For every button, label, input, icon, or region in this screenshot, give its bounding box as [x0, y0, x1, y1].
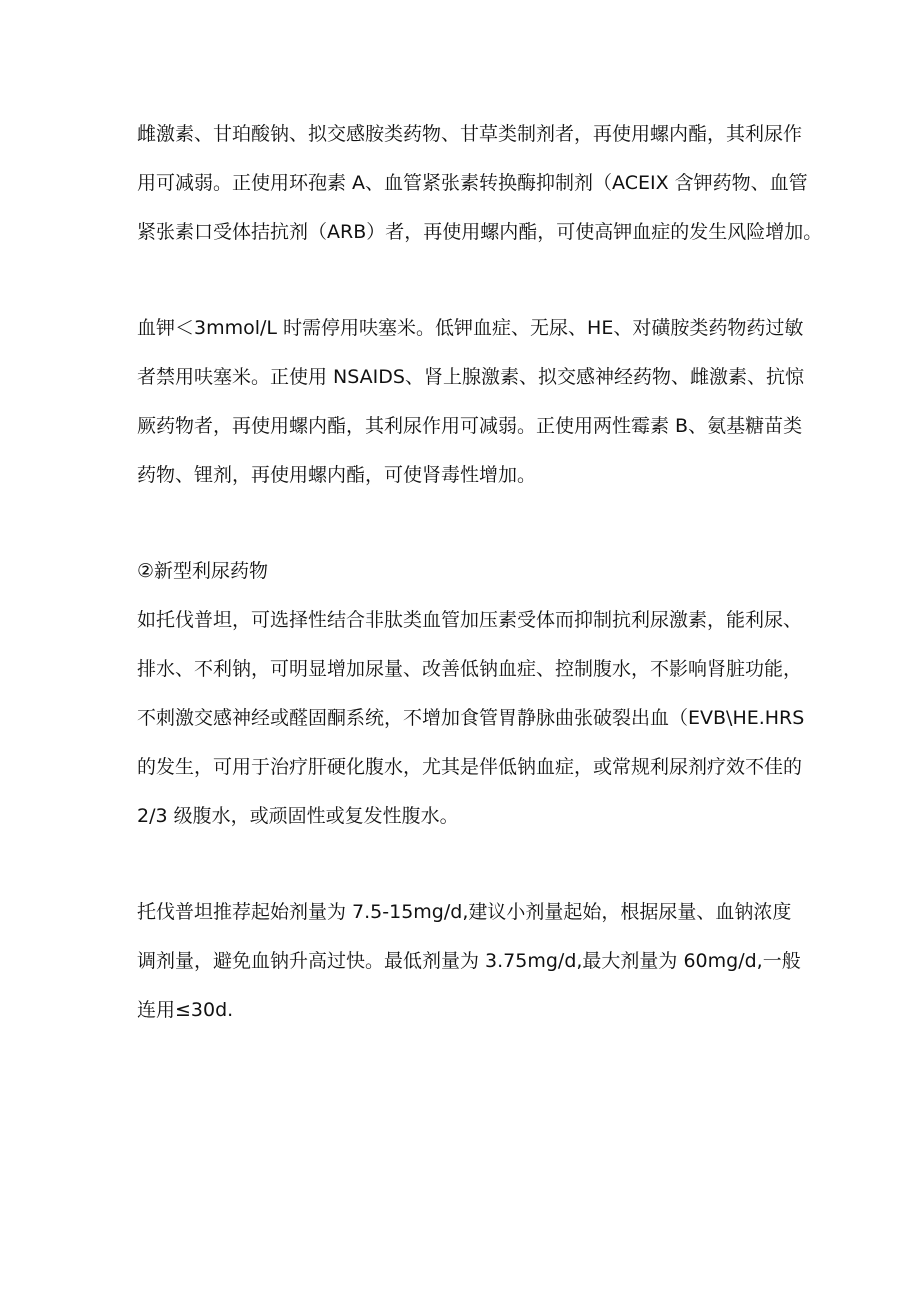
paragraph-3-line-3: 不刺激交感神经或醛固酮系统，不增加食管胃静脉曲张破裂出血（EVB\HE.HRS: [137, 707, 805, 729]
paragraph-1-line-3: 紧张素口受体拮抗剂（ARB）者，再使用螺内酯，可使高钾血症的发生风险增加。: [137, 221, 823, 243]
paragraph-3-line-1: 如托伐普坦，可选择性结合非肽类血管加压素受体而抑制抗利尿激素，能利尿、: [137, 609, 803, 631]
paragraph-4-line-2: 调剂量，避免血钠升高过快。最低剂量为 3.75mg∕d,最大剂量为 60mg∕d,一般: [137, 950, 801, 972]
paragraph-2-line-2: 者禁用呋塞米。正使用 NSAIDS、肾上腺激素、拟交感神经药物、雌激素、抗惊: [137, 366, 804, 388]
paragraph-1-line-2: 用可减弱。正使用环孢素 A、血管紧张素转换酶抑制剂（ACEIX 含钾药物、血管: [137, 172, 808, 194]
paragraph-2-line-1: 血钾＜3mmol∕L 时需停用呋塞米。低钾血症、无尿、HE、对磺胺类药物药过敏: [137, 317, 804, 339]
section-heading-new-diuretics: ②新型利尿药物: [137, 560, 269, 582]
paragraph-3-line-4: 的发生，可用于治疗肝硬化腹水，尤其是伴低钠血症，或常规利尿剂疗效不佳的: [137, 756, 803, 778]
paragraph-2-line-4: 药物、锂剂，再使用螺内酯，可使肾毒性增加。: [137, 464, 537, 486]
paragraph-2-line-3: 厥药物者，再使用螺内酯，其利尿作用可减弱。正使用两性霉素 B、氨基糖苗类: [137, 415, 803, 437]
paragraph-4-line-3: 连用≤30d.: [137, 999, 234, 1021]
paragraph-4-line-1: 托伐普坦推荐起始剂量为 7.5-15mg∕d,建议小剂量起始，根据尿量、血钠浓度: [137, 901, 792, 923]
paragraph-1-line-1: 雌激素、甘珀酸钠、拟交感胺类药物、甘草类制剂者，再使用螺内酯，其利尿作: [137, 123, 803, 145]
paragraph-3-line-2: 排水、不利钠，可明显增加尿量、改善低钠血症、控制腹水，不影响肾脏功能，: [137, 658, 803, 680]
paragraph-3-line-5: 2/3 级腹水，或顽固性或复发性腹水。: [137, 805, 459, 827]
